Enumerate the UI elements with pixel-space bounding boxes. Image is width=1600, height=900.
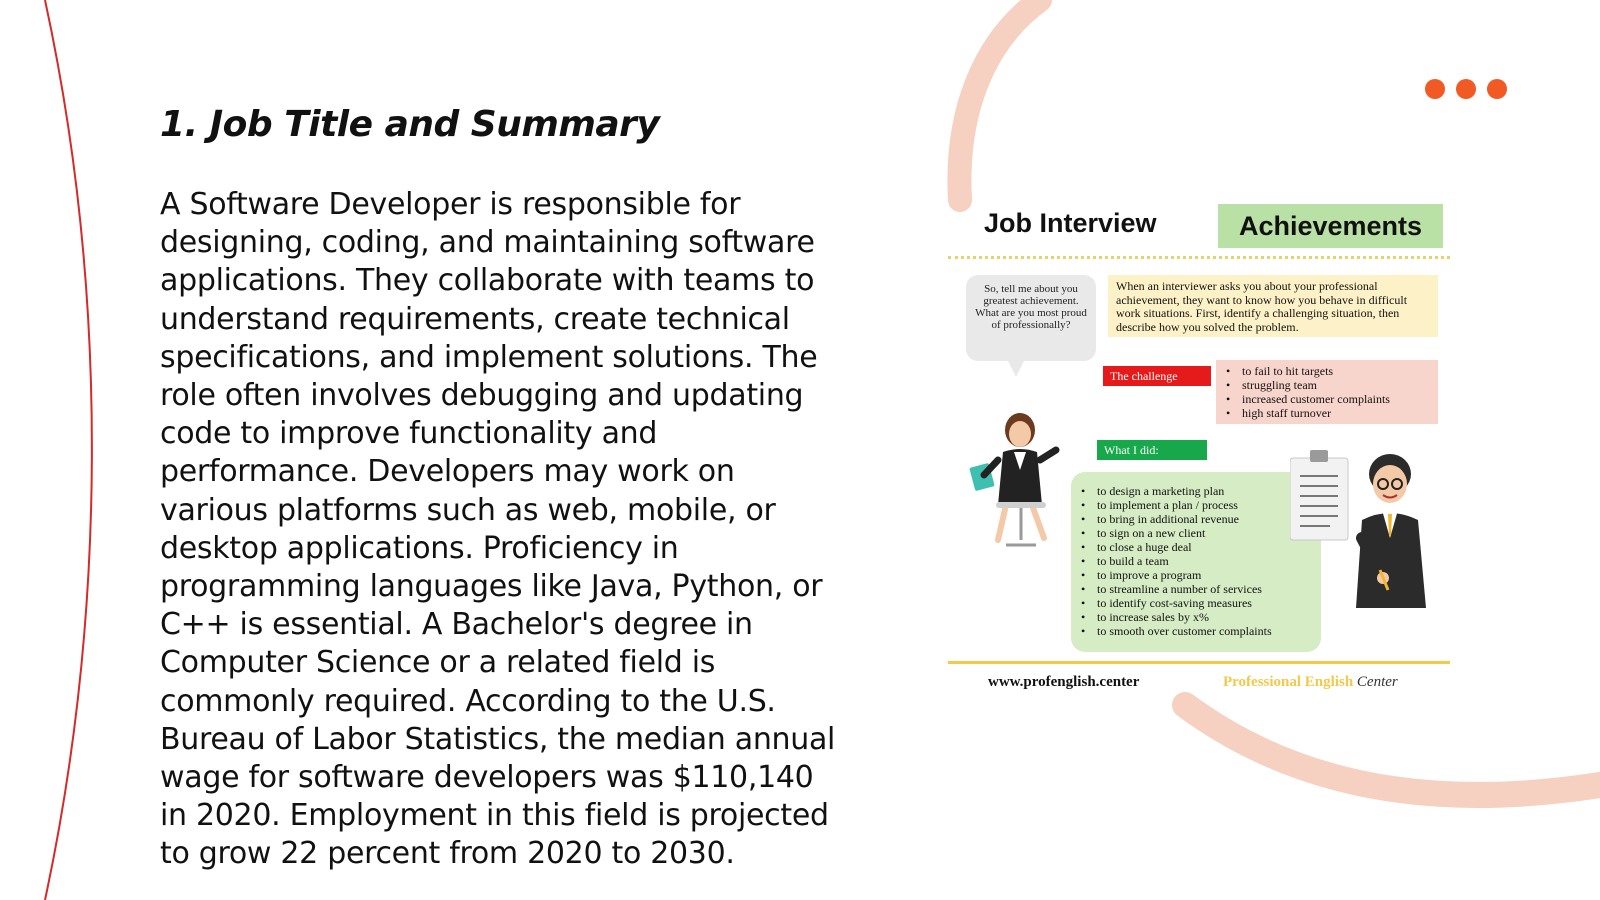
list-item: • to build a team (1079, 554, 1321, 568)
dot-icon (1487, 79, 1507, 99)
list-item: • to implement a plan / process (1079, 498, 1321, 512)
slide-body-text: A Software Developer is responsible for designing, coding, and maintaining software applications. They collaborate with teams to understand requirements, create technical specifications, and implement solutions. The role often involves debugging and updating code to improve functionality and performance. Developers may work on various platforms such as web, mobile, or desktop applications. Proficiency in programming languages like Java, Python, or C++ is essential. A Bachelor's degree in Computer Science or a related field is commonly required. According to the U.S. Bureau of Labor Statistics, the median annual wage for software developers was $110,140 in 2020. Employment in this field is projected to grow 22 percent from 2020 to 2030. (160, 187, 836, 872)
list-item: • increased customer complaints (1224, 392, 1438, 406)
list-item: • to design a marketing plan (1079, 484, 1321, 498)
footer-brand-logo (1223, 674, 1398, 691)
list-item: • to increase sales by x% (1079, 610, 1321, 624)
challenge-list (1224, 364, 1438, 420)
slide-title: 1. Job Title and Summary (160, 104, 660, 145)
achievements-infographic (948, 200, 1450, 700)
dotted-divider (948, 256, 1450, 259)
footer-divider (948, 661, 1450, 664)
list-item: • to improve a program (1079, 568, 1321, 582)
list-item: • to sign on a new client (1079, 526, 1321, 540)
what-i-did-list (1079, 484, 1321, 638)
footer-url: www.profenglish.center (988, 674, 1140, 690)
list-item: • to streamline a number of services (1079, 582, 1321, 596)
list-item: • to smooth over customer complaints (1079, 624, 1321, 638)
footer-brand-text: Professional English (1223, 674, 1354, 690)
speech-bubble-tail (1008, 361, 1024, 377)
decorative-dots (1425, 79, 1507, 99)
footer-brand-suffix: Center (1356, 674, 1398, 690)
challenge-box (1216, 360, 1438, 424)
list-item: • to close a huge deal (1079, 540, 1321, 554)
businessman-illustration (1290, 448, 1450, 618)
what-i-did-box (1071, 472, 1321, 652)
list-item: • to fail to hit targets (1224, 364, 1438, 378)
infographic-title-achievements: Achievements (1218, 204, 1443, 248)
businesswoman-illustration (968, 390, 1078, 565)
list-item: • to identify cost-saving measures (1079, 596, 1321, 610)
what-i-did-label: What I did: (1097, 440, 1207, 460)
peach-arc-bottom (1185, 705, 1600, 795)
list-item: • high staff turnover (1224, 406, 1438, 420)
intro-text-box: When an interviewer asks you about your professional achievement, they want to know how you behave in difficult work situations. First, identify a challenging situation, then describe how you solved the problem. (1108, 275, 1438, 337)
peach-arc-top (959, 0, 1040, 200)
dot-icon (1456, 79, 1476, 99)
left-red-curve (45, 0, 92, 900)
infographic-title-job-interview: Job Interview (984, 208, 1157, 238)
speech-bubble: So, tell me about you greatest achievement. What are you most proud of professionally? (966, 275, 1096, 361)
list-item: • to bring in additional revenue (1079, 512, 1321, 526)
challenge-label: The challenge (1103, 366, 1211, 386)
dot-icon (1425, 79, 1445, 99)
list-item: • struggling team (1224, 378, 1438, 392)
